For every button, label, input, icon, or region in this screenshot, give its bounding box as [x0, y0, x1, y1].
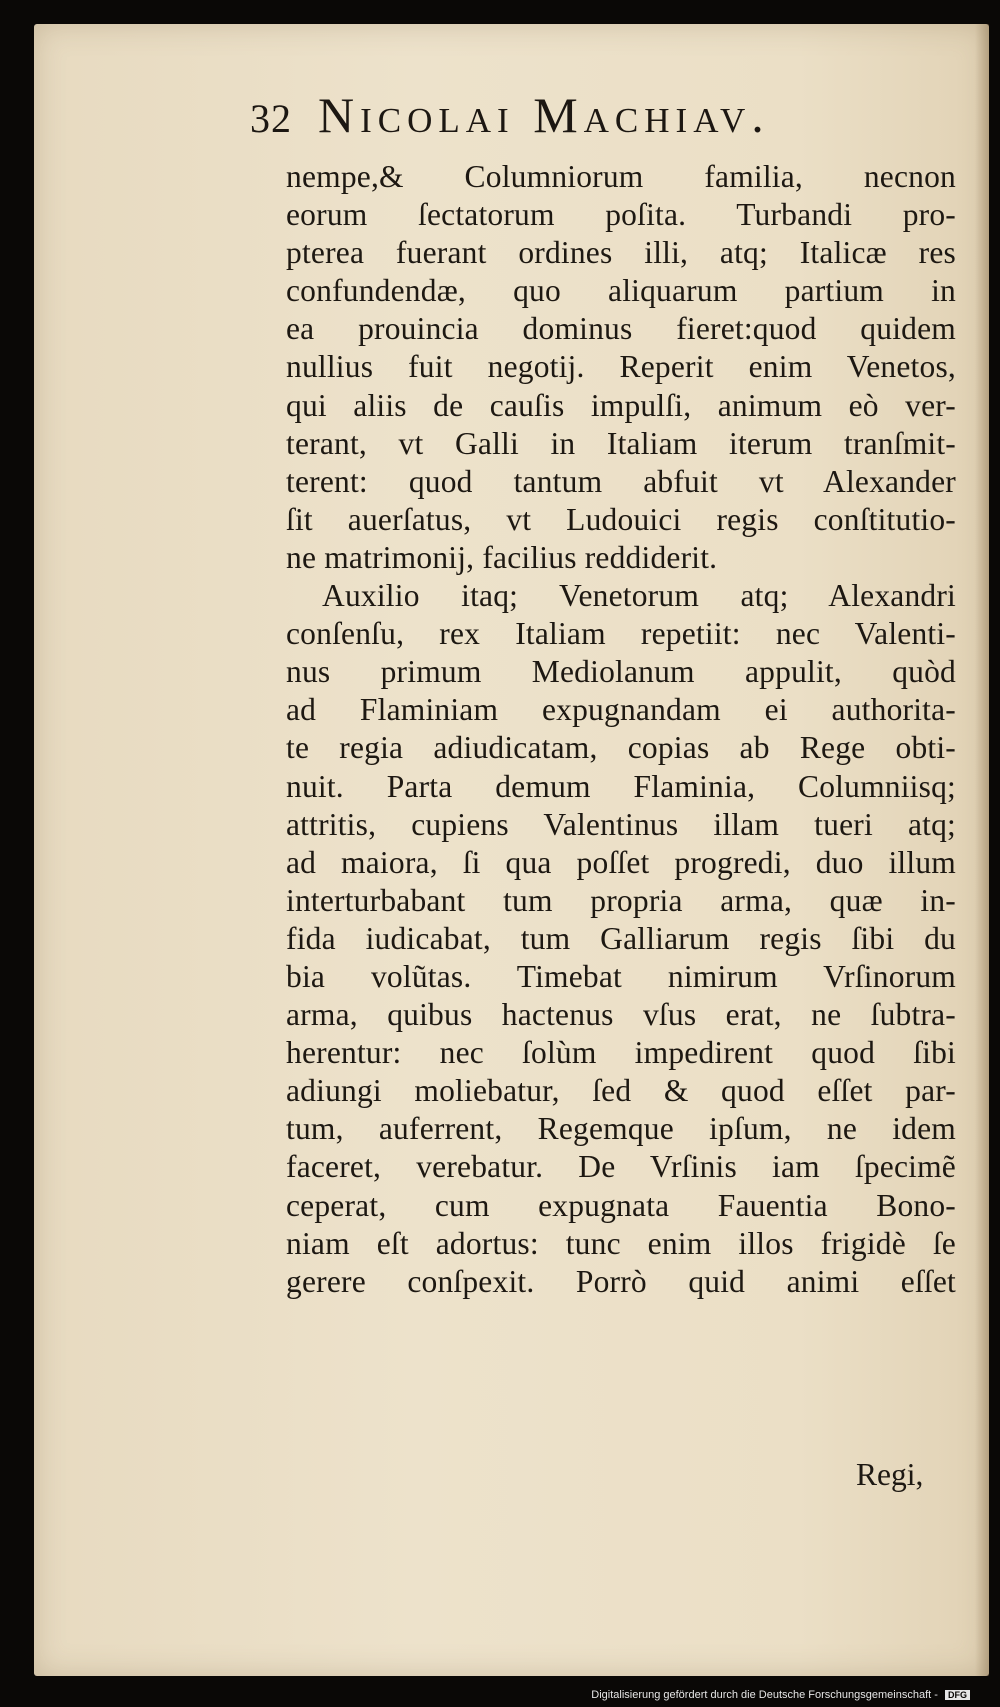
text-line: arma, quibus hactenus vſus erat, ne ſubtra-: [286, 997, 956, 1033]
text-line: faceret, verebatur. De Vrſinis iam ſpecimẽ: [286, 1149, 956, 1185]
text-line: interturbabant tum propria arma, quæ in-: [286, 882, 956, 918]
text-line: ſit auerſatus, vt Ludouici regis conſtitutio-: [286, 501, 956, 537]
text-line: nus primum Mediolanum appulit, quòd: [286, 654, 956, 690]
body-text: [286, 158, 956, 1301]
text-line: attritis, cupiens Valentinus illam tueri atq;: [286, 806, 956, 842]
page-number: 32: [250, 96, 292, 141]
text-line: pterea fuerant ordines illi, atq; Italicæ res: [286, 235, 956, 271]
text-line: te regia adiudicatam, copias ab Rege obti-: [286, 730, 956, 766]
text-line: niam eſt adortus: tunc enim illos frigidè ſe: [286, 1225, 956, 1261]
text-line: tum, auferrent, Regemque ipſum, ne idem: [286, 1111, 956, 1147]
page-header: [250, 86, 950, 146]
text-line: Auxilio itaq; Venetorum atq; Alexandri: [322, 578, 956, 614]
text-line: adiungi moliebatur, ſed & quod eſſet par-: [286, 1073, 956, 1109]
digitization-footer: [591, 1689, 970, 1701]
text-line: herentur: nec ſolùm impedirent quod ſibi: [286, 1035, 956, 1071]
text-line: ne matrimonij, facilius reddiderit.: [286, 539, 718, 575]
text-line: terent: quod tantum abfuit vt Alexander: [286, 463, 956, 499]
text-line: eorum ſectatorum poſita. Turbandi pro-: [286, 197, 956, 233]
page-edge-shadow: [975, 24, 989, 1676]
text-line: terant, vt Galli in Italiam iterum tranſmit-: [286, 425, 956, 461]
text-line: nullius fuit negotij. Reperit enim Venetos,: [286, 349, 956, 385]
text-line: conſenſu, rex Italiam repetiit: nec Valenti-: [286, 616, 956, 652]
text-line: ad maiora, ſi qua poſſet progredi, duo illum: [286, 844, 956, 880]
running-head: Nicolai Machiav.: [318, 87, 770, 143]
text-line: ad Flaminiam expugnandam ei authorita-: [286, 692, 956, 728]
text-line: nuit. Parta demum Flaminia, Columniisq;: [286, 768, 956, 804]
funding-credit: Digitalisierung gefördert durch die Deutsche Forschungsgemeinschaft -: [591, 1689, 938, 1701]
dfg-logo: DFG: [945, 1690, 970, 1700]
text-line: bia volũtas. Timebat nimirum Vrſinorum: [286, 958, 956, 994]
text-line: qui aliis de cauſis impulſi, animum eò ver-: [286, 387, 956, 423]
text-line: ceperat, cum expugnata Fauentia Bono-: [286, 1187, 956, 1223]
text-line: confundendæ, quo aliquarum partium in: [286, 273, 956, 309]
catchword: Regi,: [856, 1457, 924, 1492]
text-line: gerere conſpexit. Porrò quid animi eſſet: [286, 1263, 956, 1299]
text-line: ea prouincia dominus fieret:quod quidem: [286, 311, 956, 347]
text-line: nempe,& Columniorum familia, necnon: [286, 159, 956, 194]
text-line: fida iudicabat, tum Galliarum regis ſibi du: [286, 920, 956, 956]
